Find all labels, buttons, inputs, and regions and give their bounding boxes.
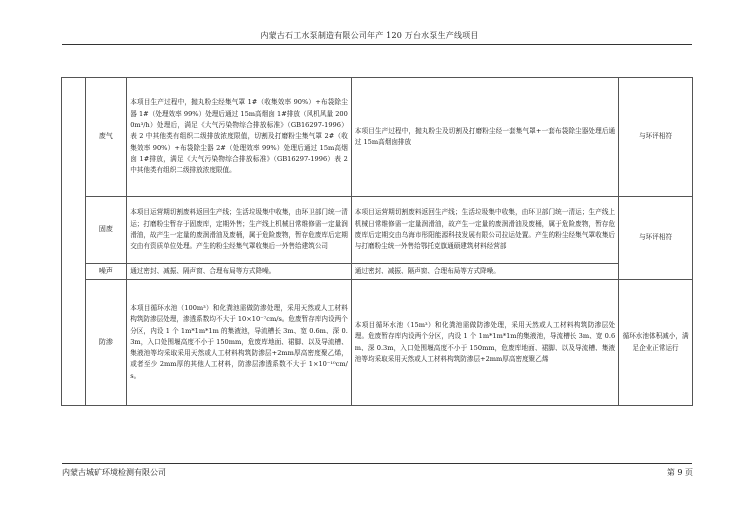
blank-left-column (62, 78, 86, 406)
document-header-title: 内蒙古石工水泵制造有限公司年产 120 万台水泵生产线项目 (260, 31, 479, 40)
actual-situation-cell: 通过密封、减振、隔声窗、合理布局等方式降噪。 (351, 264, 618, 280)
conclusion-cell: 循环水池体积减小，满足企业正常运行 (619, 280, 693, 406)
actual-situation-cell: 本项目循环水池（15m³）和化粪池需做防渗处理，采用天然或人工材料构筑防渗层处理。危废暂存库内设两个分区，内设 1 个 1m*1m*1m的集液池，导流槽长 3m、宽 0.6m、深 0.3m，入口处围堰高度不小于 150mm，危废库地面、裙脚、以及导流槽、集液池等均采取采用天然或人工材料构筑防渗层+2mm厚高密度聚乙烯 (351, 280, 618, 406)
table-row-exhaust-gas (62, 78, 693, 197)
footer-company-name: 内蒙古城矿环境检测有限公司 (62, 468, 166, 477)
table-row-noise (62, 264, 693, 280)
table-row-anti-seepage (62, 280, 693, 406)
eia-requirement-cell: 通过密封、减振、隔声窗、合理布局等方式降噪。 (127, 264, 352, 280)
category-cell: 噪声 (85, 264, 127, 280)
header-divider (62, 44, 692, 45)
eia-requirement-cell: 本项目运营期切割废料返回生产线；生活垃圾集中收集，由环卫部门统一清运；打磨粉尘暂存于固废库，定期外售；生产线上机械日常维修需一定量润滑油，故产生一定量的废润滑油及废桶，属于危险废物，暂存危废库后定期交由有资质单位处理。产生的粉尘经集气罩收集后一外售给建筑公司 (127, 197, 352, 264)
merged-conclusion-cell: 与环评相符 (619, 197, 693, 280)
conclusion-cell: 与环评相符 (619, 78, 693, 197)
page-number: 第 9 页 (666, 468, 693, 477)
eia-requirement-cell: 本项目循环水池（100m³）和化粪池需做防渗处理，采用天然或人工材料构筑防渗层处理，渗透系数均不大于 10×10⁻⁷cm/s。危废暂存库内设两个分区，内设 1 个 1m*1m*1m 的集液池，导流槽长 3m、宽 0.6m、深 0.3m，入口处围堰高度不小于 150mm，危废库地面、裙脚、以及导流槽、集液池等均采取采用天然或人工材料构筑防渗层+2mm厚高密度聚乙烯，或者至少 2mm厚的其他人工材料，防渗层渗透系数不大于 1×10⁻¹⁰cm/s。 (127, 280, 352, 406)
actual-situation-cell: 本项目运营期切割废料返回生产线；生活垃圾集中收集，由环卫部门统一清运；生产线上机械日常维修需一定量润滑油，故产生一定量的废润滑油及废桶，属于危险废物，暂存危废库后定期交由乌海市彤阳能源科技发展有限公司拉运处置。产生的粉尘经集气罩收集后与打磨粉尘统一外售给鄂托克旗通硕建筑材料经营部 (351, 197, 618, 264)
actual-situation-cell: 本项目生产过程中，抛丸粉尘及切割及打磨粉尘经一套集气罩+一套布袋除尘器处理后通过 15m高烟囱排放 (351, 78, 618, 197)
category-cell: 废气 (85, 78, 127, 197)
eia-requirement-cell: 本项目生产过程中，抛丸粉尘经集气罩 1#（收集效率 90%）+布袋除尘器 1#（处理效率 99%）处理后通过 15m高烟囱 1#排放（风机风量 2000m³/h）处理后，满足《大气污染物综合排放标准》（GB16297-1996）表 2 中其他类有组织二级排放浓度限值，切割及打磨粉尘集气罩 2#（收集效率 90%）+布袋除尘器 2#（处理效率 99%）处理后通过 15m高烟囱 1#排放，满足《大气污染物综合排放标准》（GB16297-1996）表 2 中其他类有组织二级排放浓度限值。 (127, 78, 352, 197)
environmental-comparison-table (61, 77, 693, 406)
category-cell: 防渗 (85, 280, 127, 406)
footer-divider (62, 463, 692, 464)
table-row-solid-waste (62, 197, 693, 264)
category-cell: 固废 (85, 197, 127, 264)
